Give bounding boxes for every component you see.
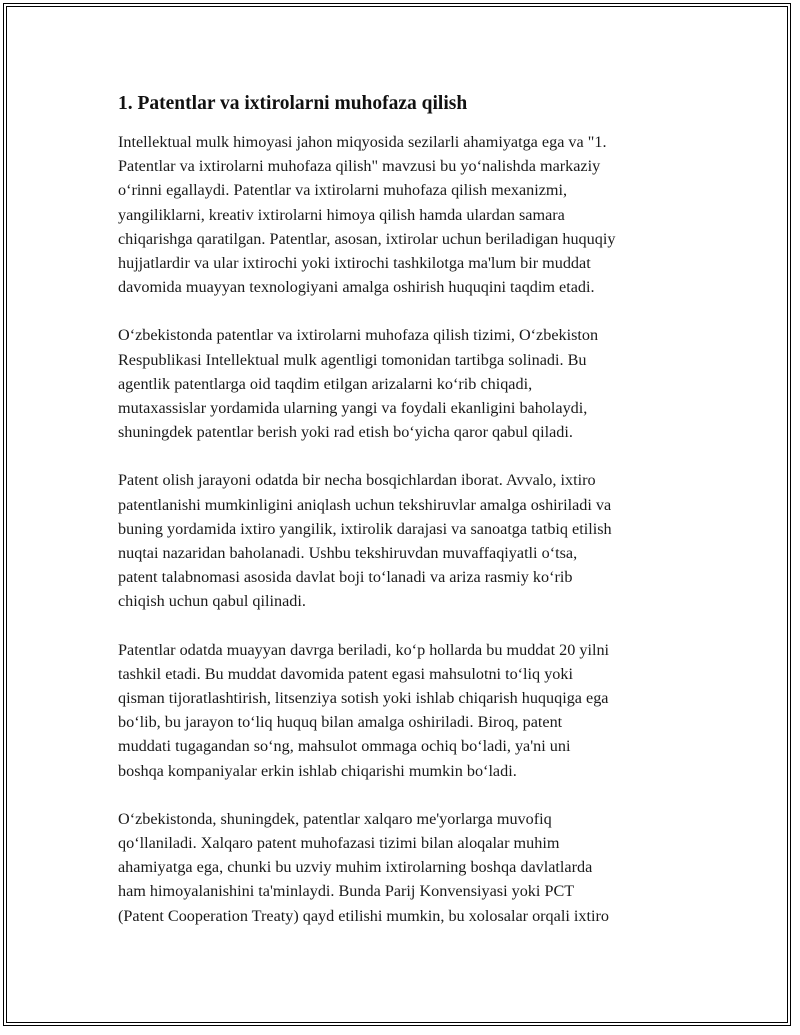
text-line: ahamiyatga ega, chunki bu uzviy muhim ixtirolarning boshqa davlatlarda [118,858,593,877]
text-line: patent talabnomasi asosida davlat boji to‘lanadi va ariza rasmiy ko‘rib [118,568,573,587]
text-line: qo‘llaniladi. Xalqaro patent muhofazasi tizimi bilan aloqalar muhim [118,834,560,853]
text-line: bo‘lib, bu jarayon to‘liq huquq bilan amalga oshiriladi. Biroq, patent [118,713,563,732]
text-line: muddati tugagandan so‘ng, mahsulot ommaga ochiq bo‘ladi, ya'ni uni [118,737,571,756]
document-title: 1. Patentlar va ixtirolarni muhofaza qilish [118,93,468,114]
paragraph-2 [118,323,688,444]
document-body [118,90,688,952]
text-line: boshqa kompaniyalar erkin ishlab chiqarishi mumkin bo‘ladi. [118,761,517,780]
text-line: patentlanishi mumkinligini aniqlash uchun tekshiruvlar amalga oshiriladi va [118,495,612,514]
text-line: Intellektual mulk himoyasi jahon miqyosida sezilarli ahamiyatga ega va "1. [118,133,607,151]
text-line: yangiliklarni, kreativ ixtirolarni himoya qilish hamda ulardan samara [118,205,565,224]
text-line: Patent olish jarayoni odatda bir necha bosqichlardan iborat. Avvalo, ixtiro [118,471,596,490]
text-line: O‘zbekistonda, shuningdek, patentlar xalqaro me'yorlarga muvofiq [118,809,552,828]
paragraph-1 [118,130,688,299]
text-line: tashkil etadi. Bu muddat davomida patent egasi mahsulotni to‘liq yoki [118,664,573,683]
text-line: chiqarishga qaratilgan. Patentlar, asosan, ixtirolar uchun beriladigan huquqiy [118,229,616,248]
text-line: qisman tijoratlashtirish, litsenziya sotish yoki ishlab chiqarish huquqiga ega [118,689,609,708]
text-line: hujjatlardir va ular ixtirochi yoki ixtirochi tashkilotga ma'lum bir muddat [118,254,591,273]
paragraph-3 [118,468,688,613]
text-line: davomida muayyan texnologiyani amalga oshirish huquqini taqdim etadi. [118,278,595,297]
text-line: chiqish uchun qabul qilinadi. [118,592,306,611]
text-line: Patentlar odatda muayyan davrga beriladi, ko‘p hollarda bu muddat 20 yilni [118,640,610,659]
text-line: nuqtai nazaridan baholanadi. Ushbu tekshiruvdan muvaffaqiyatli o‘tsa, [118,544,578,563]
text-line: shuningdek patentlar berish yoki rad etish bo‘yicha qaror qabul qiladi. [118,423,573,442]
text-line: o‘rinni egallaydi. Patentlar va ixtirolarni muhofaza qilish mexanizmi, [118,181,568,200]
text-line: mutaxassislar yordamida ularning yangi va foydali ekanligini baholaydi, [118,399,588,418]
text-line: O‘zbekistonda patentlar va ixtirolarni muhofaza qilish tizimi, O‘zbekiston [118,326,599,345]
text-line: Respublikasi Intellektual mulk agentligi tomonidan tartibga solinadi. Bu [118,350,587,369]
text-line: agentlik patentlarga oid taqdim etilgan arizalarni ko‘rib chiqadi, [118,374,533,393]
paragraph-5 [118,807,688,928]
paragraph-4 [118,638,688,783]
text-line: (Patent Cooperation Treaty) qayd etilishi mumkin, bu xolosalar orqali ixtiro [118,906,609,925]
text-line: ham himoyalanishini ta'minlaydi. Bunda Parij Konvensiyasi yoki PCT [118,882,575,901]
text-line: Patentlar va ixtirolarni muhofaza qilish" mavzusi bu yo‘nalishda markaziy [118,157,601,176]
text-line: buning yordamida ixtiro yangilik, ixtirolik darajasi va sanoatga tatbiq etilish [118,519,612,538]
